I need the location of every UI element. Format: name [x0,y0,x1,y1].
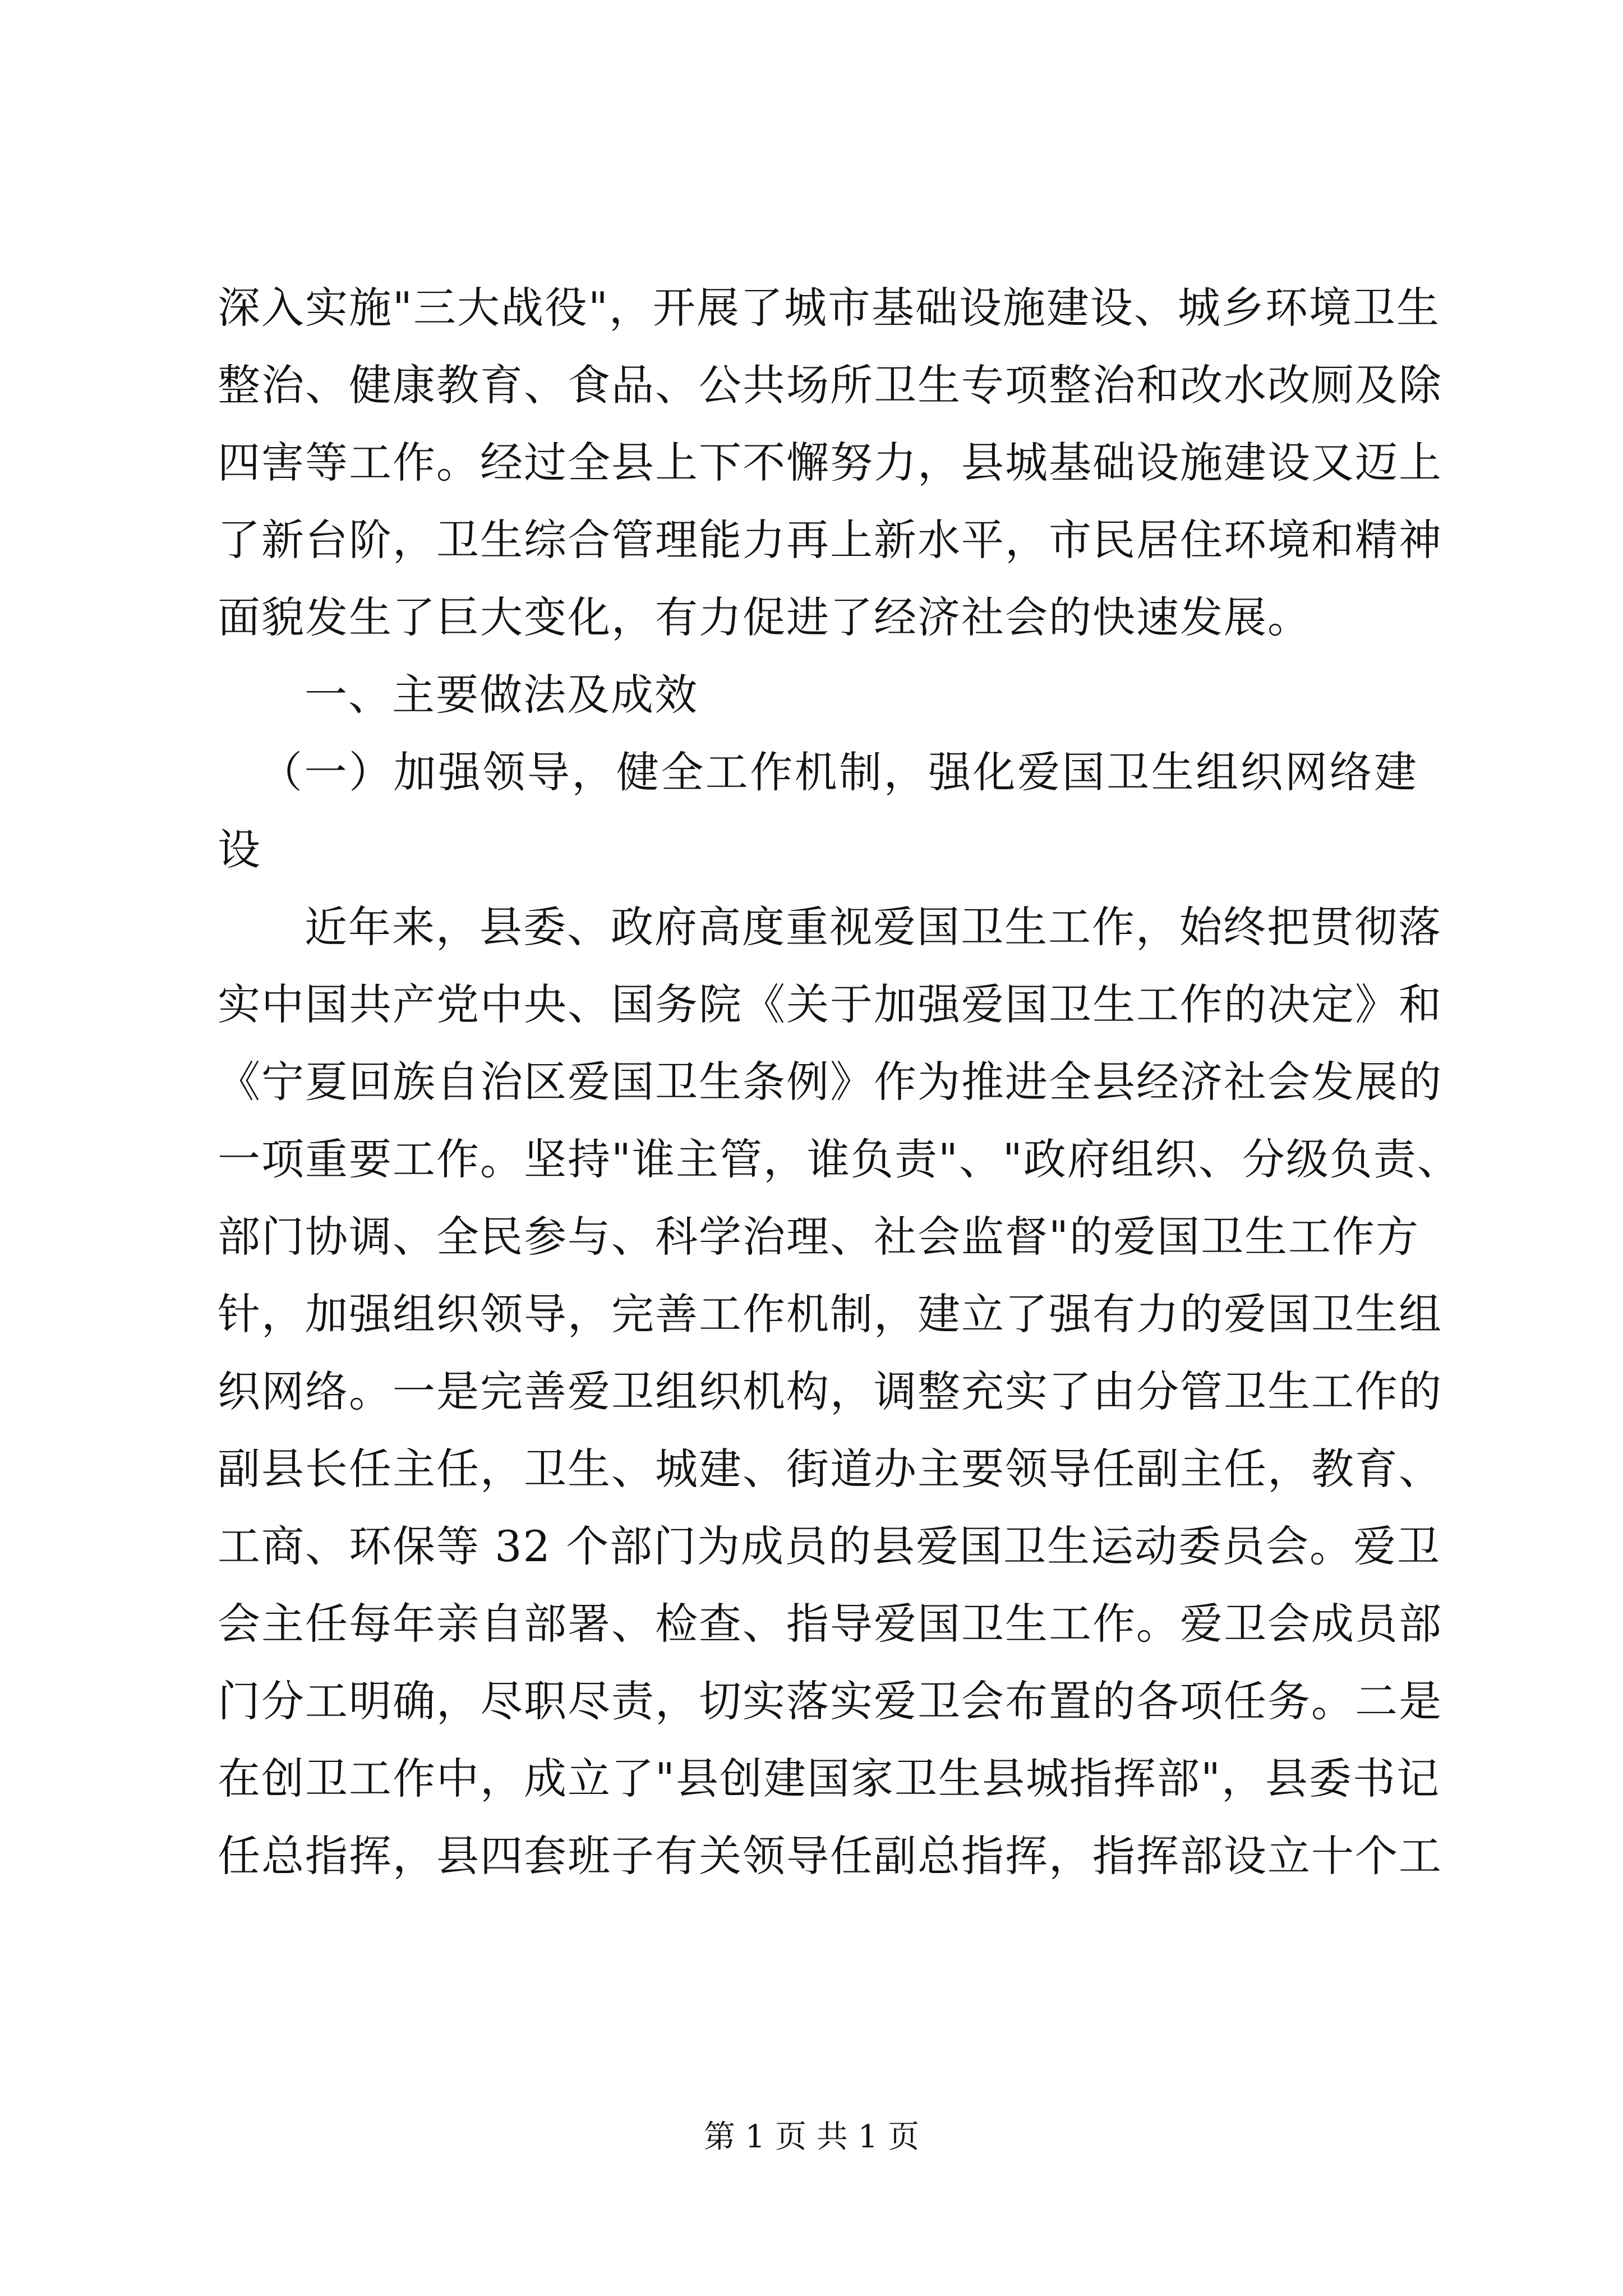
text-line: 针，加强组织领导，完善工作机制，建立了强有力的爱国卫生组 [218,1289,1442,1339]
text-line: 四害等工作。经过全县上下不懈努力，县城基础设施建设又迈上 [218,438,1442,487]
text-line: 《宁夏回族自治区爱国卫生条例》作为推进全县经济社会发展的 [218,1057,1442,1107]
text-line: 门分工明确，尽职尽责，切实落实爱卫会布置的各项任务。二是 [218,1676,1442,1726]
subsection-heading-continued: 设 [218,825,261,875]
text-line: 部门协调、全民参与、科学治理、社会监督"的爱国卫生工作方 [218,1212,1419,1262]
page-footer [0,2115,1623,2160]
text-line: 在创卫工作中，成立了"县创建国家卫生县城指挥部"，县委书记 [218,1754,1440,1803]
text-line: 会主任每年亲自部署、检查、指导爱国卫生工作。爱卫会成员部 [218,1599,1442,1649]
text-line: 面貌发生了巨大变化，有力促进了经济社会的快速发展。 [218,592,1311,642]
text-line: 实中国共产党中央、国务院《关于加强爱国卫生工作的决定》和 [218,979,1442,1029]
text-line: 工商、环保等 32 个部门为成员的县爱国卫生运动委员会。爱卫 [218,1521,1441,1571]
text-line: 副县长任主任，卫生、城建、街道办主要领导任副主任，教育、 [218,1444,1442,1494]
text-line: 任总指挥，县四套班子有关领导任副总指挥，指挥部设立十个工 [218,1831,1442,1881]
text-line: 整治、健康教育、食品、公共场所卫生专项整治和改水改厕及除 [218,360,1442,410]
text-line: 近年来，县委、政府高度重视爱国卫生工作，始终把贯彻落 [305,902,1442,952]
subsection-heading: （一）加强领导，健全工作机制，强化爱国卫生组织网络建 [260,747,1418,797]
text-line: 深入实施"三大战役"，开展了城市基础设施建设、城乡环境卫生 [218,283,1440,333]
section-heading: 一、主要做法及成效 [305,670,698,720]
text-line: 了新台阶，卫生综合管理能力再上新水平，市民居住环境和精神 [218,515,1442,565]
page-number: 第 1 页 共 1 页 [703,2119,920,2155]
text-line: 织网络。一是完善爱卫组织机构，调整充实了由分管卫生工作的 [218,1366,1442,1416]
document-body [218,269,1461,1895]
text-line: 一项重要工作。坚持"谁主管，谁负责"、"政府组织、分级负责、 [218,1134,1461,1184]
